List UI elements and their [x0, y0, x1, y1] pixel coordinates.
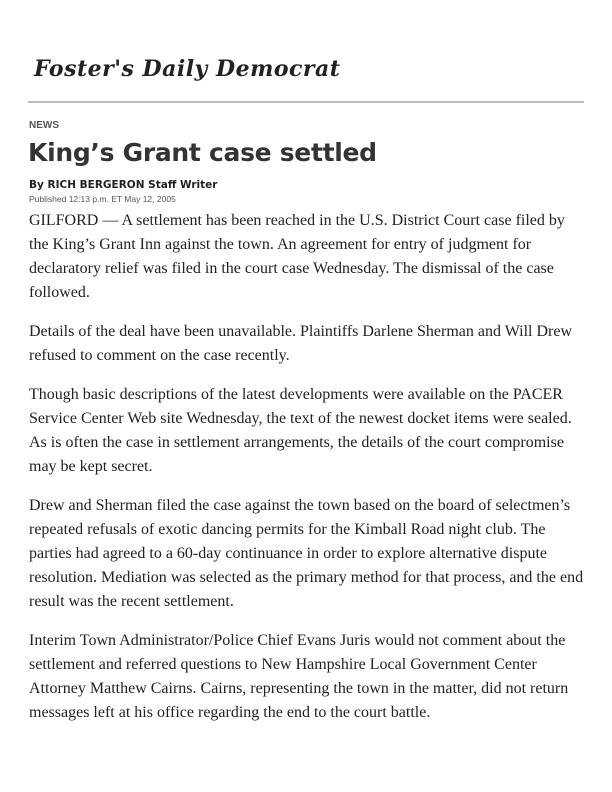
- paragraph: Details of the deal have been unavailable. Plaintiffs Darlene Sherman and Will Drew refused to comment on the case recently.: [29, 323, 573, 364]
- paragraph: GILFORD — A settlement has been reached in the U.S. District Court case filed by the King’s Grant Inn against the town. An agreement for entry of judgment for declaratory relief was filed in the court case Wednesday. The dismissal of the case followed.: [29, 212, 565, 301]
- header-divider: [28, 101, 584, 103]
- section-label[interactable]: NEWS: [29, 120, 59, 131]
- byline: By RICH BERGERON Staff Writer: [29, 179, 218, 191]
- paragraph: Interim Town Administrator/Police Chief Evans Juris would not comment about the settlement and referred questions to New Hampshire Local Government Center Attorney Matthew Cairns. Cairns, representing the town in the matter, did not return messages left at his office regarding the end to the court battle.: [29, 632, 569, 721]
- published-date: Published 12:13 p.m. ET May 12, 2005: [29, 194, 176, 204]
- paragraph: Though basic descriptions of the latest developments were available on the PACER Service Center Web site Wednesday, the text of the newest docket items were sealed. As is often the case in settlement arrangements, the details of the court compromise may be kept secret.: [29, 386, 572, 475]
- paragraph: Drew and Sherman filed the case against the town based on the board of selectmen’s repeated refusals of exotic dancing permits for the Kimball Road night club. The parties had agreed to a 60-day continuance in order to explore alternative dispute resolution. Mediation was selected as the primary method for that process, and the end result was the recent settlement.: [29, 497, 584, 610]
- article-body: [29, 209, 585, 740]
- headline: King’s Grant case settled: [28, 138, 377, 167]
- masthead-logo[interactable]: Foster's Daily Democrat: [34, 56, 341, 82]
